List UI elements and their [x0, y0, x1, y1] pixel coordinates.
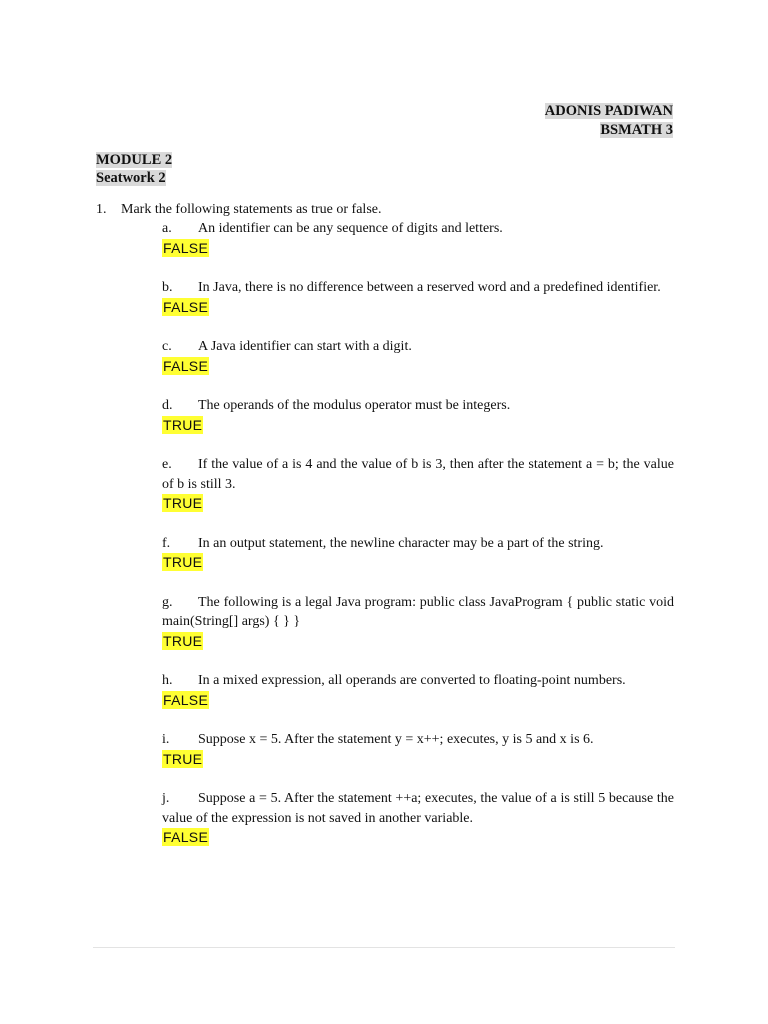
author-block: [545, 102, 673, 140]
item-statement: [162, 396, 674, 416]
answer-badge: FALSE: [163, 239, 209, 256]
module-heading: [96, 151, 172, 187]
item-letter: i.: [162, 732, 170, 747]
answer-badge: TRUE: [163, 416, 203, 433]
list-item: [162, 337, 674, 377]
answer-badge: FALSE: [163, 829, 209, 845]
module-title: MODULE 2: [96, 152, 173, 168]
item-statement: [162, 337, 674, 357]
item-letter: e.: [162, 457, 172, 472]
author-name: ADONIS PADIWAN: [544, 103, 673, 119]
answer-badge: TRUE: [163, 554, 203, 570]
answer-badge: TRUE: [163, 495, 203, 511]
list-item: [162, 278, 674, 318]
module-subtitle: Seatwork 2: [96, 170, 166, 186]
item-letter: f.: [162, 535, 171, 551]
item-letter: c.: [162, 339, 172, 354]
item-statement: [162, 534, 674, 554]
list-item: [162, 789, 674, 849]
item-list: [162, 219, 674, 868]
list-item: [162, 671, 674, 711]
item-letter: h.: [162, 673, 173, 688]
item-text: An identifier can be any sequence of digits and letters.: [198, 221, 503, 236]
answer-badge: FALSE: [163, 357, 209, 374]
list-item: [162, 219, 674, 259]
item-statement: [162, 455, 674, 494]
item-letter: j.: [162, 791, 170, 806]
item-text: Suppose x = 5. After the statement y = x++; executes, y is 5 and x is 6.: [198, 732, 594, 747]
list-item: [162, 593, 674, 653]
item-letter: g.: [162, 594, 173, 610]
author-program: BSMATH 3: [600, 122, 673, 138]
item-text: The following is a legal Java program: public class JavaProgram { public static void main(String[] args) { } }: [162, 594, 674, 629]
item-statement: [162, 593, 674, 632]
question-number: 1.: [96, 202, 107, 217]
item-statement: [162, 789, 674, 828]
item-text: In an output statement, the newline character may be a part of the string.: [198, 535, 604, 551]
list-item: [162, 455, 674, 515]
footer-divider: [93, 947, 675, 948]
item-text: In Java, there is no difference between a reserved word and a predefined identifier.: [198, 280, 661, 295]
answer-badge: TRUE: [163, 632, 203, 649]
item-text: The operands of the modulus operator must be integers.: [198, 398, 511, 413]
item-text: If the value of a is 4 and the value of b is 3, then after the statement a = b; the value of b is still 3.: [162, 457, 674, 492]
question-prompt: Mark the following statements as true or false.: [121, 202, 382, 217]
answer-badge: FALSE: [163, 298, 209, 315]
list-item: [162, 396, 674, 436]
item-statement: [162, 278, 674, 298]
item-text: In a mixed expression, all operands are converted to floating-point numbers.: [198, 673, 626, 688]
item-statement: [162, 671, 674, 691]
item-text: A Java identifier can start with a digit.: [198, 339, 412, 354]
answer-badge: FALSE: [163, 691, 209, 708]
item-letter: d.: [162, 398, 173, 413]
item-statement: [162, 730, 674, 750]
question-intro: [96, 200, 676, 219]
list-item: [162, 730, 674, 770]
item-text: Suppose a = 5. After the statement ++a; executes, the value of a is still 5 because the value of the expression is not saved in another variable.: [162, 791, 674, 826]
item-letter: b.: [162, 280, 173, 295]
list-item: [162, 534, 674, 574]
answer-badge: TRUE: [163, 750, 203, 767]
item-letter: a.: [162, 221, 172, 236]
item-statement: [162, 219, 674, 239]
